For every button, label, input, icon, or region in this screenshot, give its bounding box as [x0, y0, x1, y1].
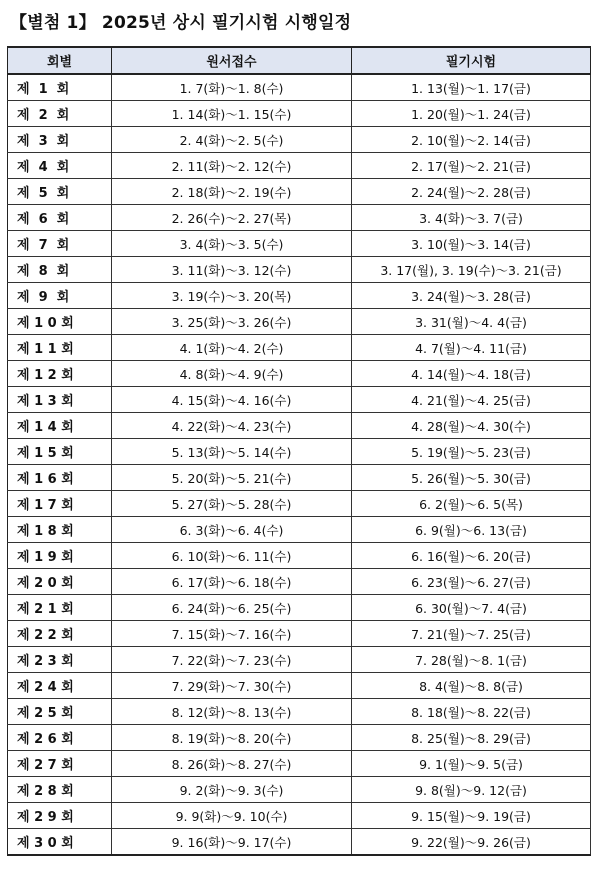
- table-row: [8, 153, 591, 179]
- table-row: [8, 231, 591, 257]
- table-row: [8, 309, 591, 335]
- application-period-cell: 6. 3(화)～6. 4(수): [112, 517, 352, 543]
- exam-period-cell: 3. 17(월), 3. 19(수)～3. 21(금): [352, 257, 591, 283]
- round-cell: 제 1 5 회: [8, 439, 112, 465]
- document-title: 【별첨 1】 2025년 상시 필기시험 시행일정: [10, 13, 352, 33]
- header-application: 원서접수: [112, 47, 352, 74]
- round-cell: 제 2 9 회: [8, 803, 112, 829]
- round-cell: 제 1 3 회: [8, 387, 112, 413]
- round-cell: 제 1 회: [8, 74, 112, 101]
- table-row: [8, 673, 591, 699]
- table-row: [8, 283, 591, 309]
- application-period-cell: 9. 16(화)～9. 17(수): [112, 829, 352, 856]
- application-period-cell: 4. 22(화)～4. 23(수): [112, 413, 352, 439]
- application-period-cell: 3. 19(수)～3. 20(목): [112, 283, 352, 309]
- table-row: [8, 101, 591, 127]
- table-row: [8, 517, 591, 543]
- table-row: [8, 621, 591, 647]
- application-period-cell: 3. 4(화)～3. 5(수): [112, 231, 352, 257]
- exam-period-cell: 9. 22(월)～9. 26(금): [352, 829, 591, 856]
- exam-period-cell: 4. 28(월)～4. 30(수): [352, 413, 591, 439]
- round-cell: 제 2 2 회: [8, 621, 112, 647]
- table-row: [8, 361, 591, 387]
- table-row: [8, 699, 591, 725]
- application-period-cell: 4. 8(화)～4. 9(수): [112, 361, 352, 387]
- application-period-cell: 4. 15(화)～4. 16(수): [112, 387, 352, 413]
- table-row: [8, 803, 591, 829]
- exam-period-cell: 9. 8(월)～9. 12(금): [352, 777, 591, 803]
- round-cell: 제 1 8 회: [8, 517, 112, 543]
- round-cell: 제 2 7 회: [8, 751, 112, 777]
- exam-period-cell: 3. 10(월)～3. 14(금): [352, 231, 591, 257]
- header-round: 회별: [8, 47, 112, 74]
- round-cell: 제 2 3 회: [8, 647, 112, 673]
- table-header-row: [8, 47, 591, 74]
- exam-period-cell: 7. 28(월)～8. 1(금): [352, 647, 591, 673]
- round-cell: 제 8 회: [8, 257, 112, 283]
- application-period-cell: 5. 13(화)～5. 14(수): [112, 439, 352, 465]
- round-cell: 제 7 회: [8, 231, 112, 257]
- exam-period-cell: 2. 24(월)～2. 28(금): [352, 179, 591, 205]
- application-period-cell: 2. 26(수)～2. 27(목): [112, 205, 352, 231]
- application-period-cell: 8. 26(화)～8. 27(수): [112, 751, 352, 777]
- table-row: [8, 465, 591, 491]
- table-row: [8, 74, 591, 101]
- application-period-cell: 4. 1(화)～4. 2(수): [112, 335, 352, 361]
- round-cell: 제 1 2 회: [8, 361, 112, 387]
- table-row: [8, 387, 591, 413]
- round-cell: 제 1 0 회: [8, 309, 112, 335]
- round-cell: 제 3 0 회: [8, 829, 112, 856]
- application-period-cell: 6. 24(화)～6. 25(수): [112, 595, 352, 621]
- round-cell: 제 6 회: [8, 205, 112, 231]
- table-row: [8, 647, 591, 673]
- exam-schedule-table: [7, 46, 591, 856]
- exam-period-cell: 2. 17(월)～2. 21(금): [352, 153, 591, 179]
- application-period-cell: 7. 29(화)～7. 30(수): [112, 673, 352, 699]
- round-cell: 제 2 5 회: [8, 699, 112, 725]
- table-row: [8, 829, 591, 856]
- exam-period-cell: 2. 10(월)～2. 14(금): [352, 127, 591, 153]
- round-cell: 제 2 6 회: [8, 725, 112, 751]
- table-row: [8, 335, 591, 361]
- table-row: [8, 491, 591, 517]
- application-period-cell: 7. 22(화)～7. 23(수): [112, 647, 352, 673]
- exam-period-cell: 4. 14(월)～4. 18(금): [352, 361, 591, 387]
- exam-period-cell: 9. 1(월)～9. 5(금): [352, 751, 591, 777]
- round-cell: 제 1 4 회: [8, 413, 112, 439]
- exam-period-cell: 6. 16(월)～6. 20(금): [352, 543, 591, 569]
- application-period-cell: 8. 19(화)～8. 20(수): [112, 725, 352, 751]
- application-period-cell: 8. 12(화)～8. 13(수): [112, 699, 352, 725]
- header-written-exam: 필기시험: [352, 47, 591, 74]
- exam-period-cell: 6. 9(월)～6. 13(금): [352, 517, 591, 543]
- round-cell: 제 2 4 회: [8, 673, 112, 699]
- table-row: [8, 777, 591, 803]
- application-period-cell: 5. 20(화)～5. 21(수): [112, 465, 352, 491]
- table-row: [8, 413, 591, 439]
- round-cell: 제 1 6 회: [8, 465, 112, 491]
- exam-period-cell: 3. 31(월)～4. 4(금): [352, 309, 591, 335]
- exam-period-cell: 1. 13(월)～1. 17(금): [352, 74, 591, 101]
- application-period-cell: 2. 4(화)～2. 5(수): [112, 127, 352, 153]
- exam-period-cell: 8. 4(월)～8. 8(금): [352, 673, 591, 699]
- table-row: [8, 439, 591, 465]
- table-row: [8, 179, 591, 205]
- application-period-cell: 1. 7(화)～1. 8(수): [112, 74, 352, 101]
- application-period-cell: 5. 27(화)～5. 28(수): [112, 491, 352, 517]
- round-cell: 제 5 회: [8, 179, 112, 205]
- table-row: [8, 725, 591, 751]
- application-period-cell: 2. 11(화)～2. 12(수): [112, 153, 352, 179]
- exam-period-cell: 5. 26(월)～5. 30(금): [352, 465, 591, 491]
- application-period-cell: 6. 17(화)～6. 18(수): [112, 569, 352, 595]
- exam-period-cell: 7. 21(월)～7. 25(금): [352, 621, 591, 647]
- table-row: [8, 569, 591, 595]
- exam-period-cell: 1. 20(월)～1. 24(금): [352, 101, 591, 127]
- round-cell: 제 1 7 회: [8, 491, 112, 517]
- round-cell: 제 4 회: [8, 153, 112, 179]
- exam-period-cell: 6. 30(월)～7. 4(금): [352, 595, 591, 621]
- application-period-cell: 9. 2(화)～9. 3(수): [112, 777, 352, 803]
- table-row: [8, 205, 591, 231]
- exam-period-cell: 4. 21(월)～4. 25(금): [352, 387, 591, 413]
- application-period-cell: 1. 14(화)～1. 15(수): [112, 101, 352, 127]
- table-row: [8, 543, 591, 569]
- exam-period-cell: 3. 24(월)～3. 28(금): [352, 283, 591, 309]
- table-row: [8, 595, 591, 621]
- round-cell: 제 2 8 회: [8, 777, 112, 803]
- application-period-cell: 3. 11(화)～3. 12(수): [112, 257, 352, 283]
- application-period-cell: 7. 15(화)～7. 16(수): [112, 621, 352, 647]
- exam-period-cell: 8. 25(월)～8. 29(금): [352, 725, 591, 751]
- exam-period-cell: 6. 23(월)～6. 27(금): [352, 569, 591, 595]
- exam-period-cell: 6. 2(월)～6. 5(목): [352, 491, 591, 517]
- table-row: [8, 257, 591, 283]
- round-cell: 제 2 0 회: [8, 569, 112, 595]
- exam-period-cell: 8. 18(월)～8. 22(금): [352, 699, 591, 725]
- round-cell: 제 1 9 회: [8, 543, 112, 569]
- application-period-cell: 3. 25(화)～3. 26(수): [112, 309, 352, 335]
- application-period-cell: 9. 9(화)～9. 10(수): [112, 803, 352, 829]
- round-cell: 제 2 1 회: [8, 595, 112, 621]
- application-period-cell: 6. 10(화)～6. 11(수): [112, 543, 352, 569]
- application-period-cell: 2. 18(화)～2. 19(수): [112, 179, 352, 205]
- exam-period-cell: 9. 15(월)～9. 19(금): [352, 803, 591, 829]
- exam-period-cell: 4. 7(월)～4. 11(금): [352, 335, 591, 361]
- round-cell: 제 1 1 회: [8, 335, 112, 361]
- round-cell: 제 9 회: [8, 283, 112, 309]
- table-row: [8, 127, 591, 153]
- exam-period-cell: 5. 19(월)～5. 23(금): [352, 439, 591, 465]
- exam-period-cell: 3. 4(화)～3. 7(금): [352, 205, 591, 231]
- round-cell: 제 3 회: [8, 127, 112, 153]
- table-row: [8, 751, 591, 777]
- round-cell: 제 2 회: [8, 101, 112, 127]
